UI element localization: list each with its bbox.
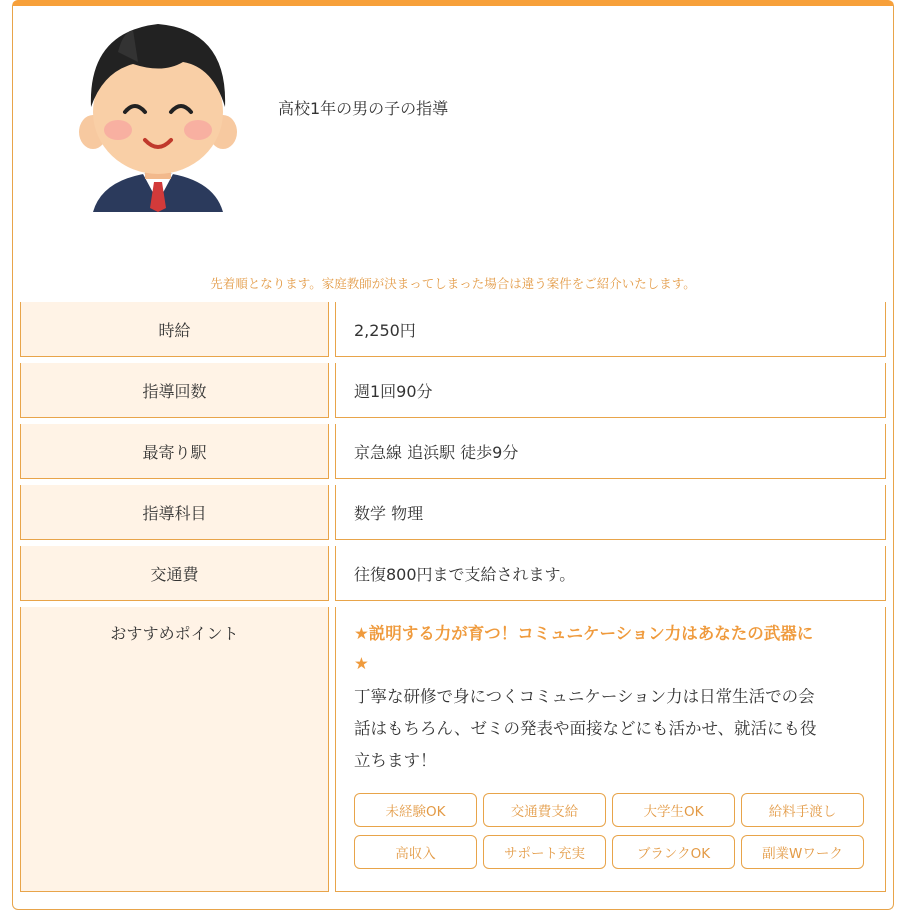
row-transport-fee (20, 546, 886, 601)
recommend-content (335, 607, 886, 892)
recommend-body: 丁寧な研修で身につくコミュニケーション力は日常生活での会 話はもちろん、ゼミの発表や面接などにも活かせ、就活にも役 立ちます！ (354, 687, 817, 770)
row-value: 京急線 追浜駅 徒歩9分 (335, 424, 886, 479)
tag-no-experience-ok[interactable]: 未経験OK (354, 793, 477, 827)
tag-side-job[interactable]: 副業Wワーク (741, 835, 864, 869)
row-label: 指導科目 (20, 485, 329, 540)
row-value: 数学 物理 (335, 485, 886, 540)
recommend-headline: ★説明する力が育つ！コミュニケーション力はあなたの武器に ★ (354, 624, 814, 673)
job-card (12, 0, 894, 910)
row-lesson-frequency (20, 363, 886, 418)
tag-blank-ok[interactable]: ブランクOK (612, 835, 735, 869)
row-nearest-station (20, 424, 886, 479)
row-hourly-wage (20, 302, 886, 357)
first-come-notice: 先着順となります。家庭教師が決まってしまった場合は違う案件をご紹介いたします。 (210, 276, 696, 291)
row-label: 指導回数 (20, 363, 329, 418)
row-value: 週1回90分 (335, 363, 886, 418)
tag-high-income[interactable]: 高収入 (354, 835, 477, 869)
row-subjects (20, 485, 886, 540)
tag-full-support[interactable]: サポート充実 (483, 835, 606, 869)
row-value: 2,250円 (335, 302, 886, 357)
row-label: 最寄り駅 (20, 424, 329, 479)
student-avatar-illustration (63, 12, 253, 212)
row-label: 時給 (20, 302, 329, 357)
row-recommend-points (20, 607, 886, 892)
row-label: 交通費 (20, 546, 329, 601)
tag-college-student-ok[interactable]: 大学生OK (612, 793, 735, 827)
row-label: おすすめポイント (20, 607, 329, 892)
job-details-table (20, 302, 886, 898)
job-title: 高校1年の男の子の指導 (278, 99, 449, 118)
row-value: 往復800円まで支給されます。 (335, 546, 886, 601)
feature-tags (354, 793, 864, 869)
tag-cash-payment[interactable]: 給料手渡し (741, 793, 864, 827)
tag-transport-paid[interactable]: 交通費支給 (483, 793, 606, 827)
